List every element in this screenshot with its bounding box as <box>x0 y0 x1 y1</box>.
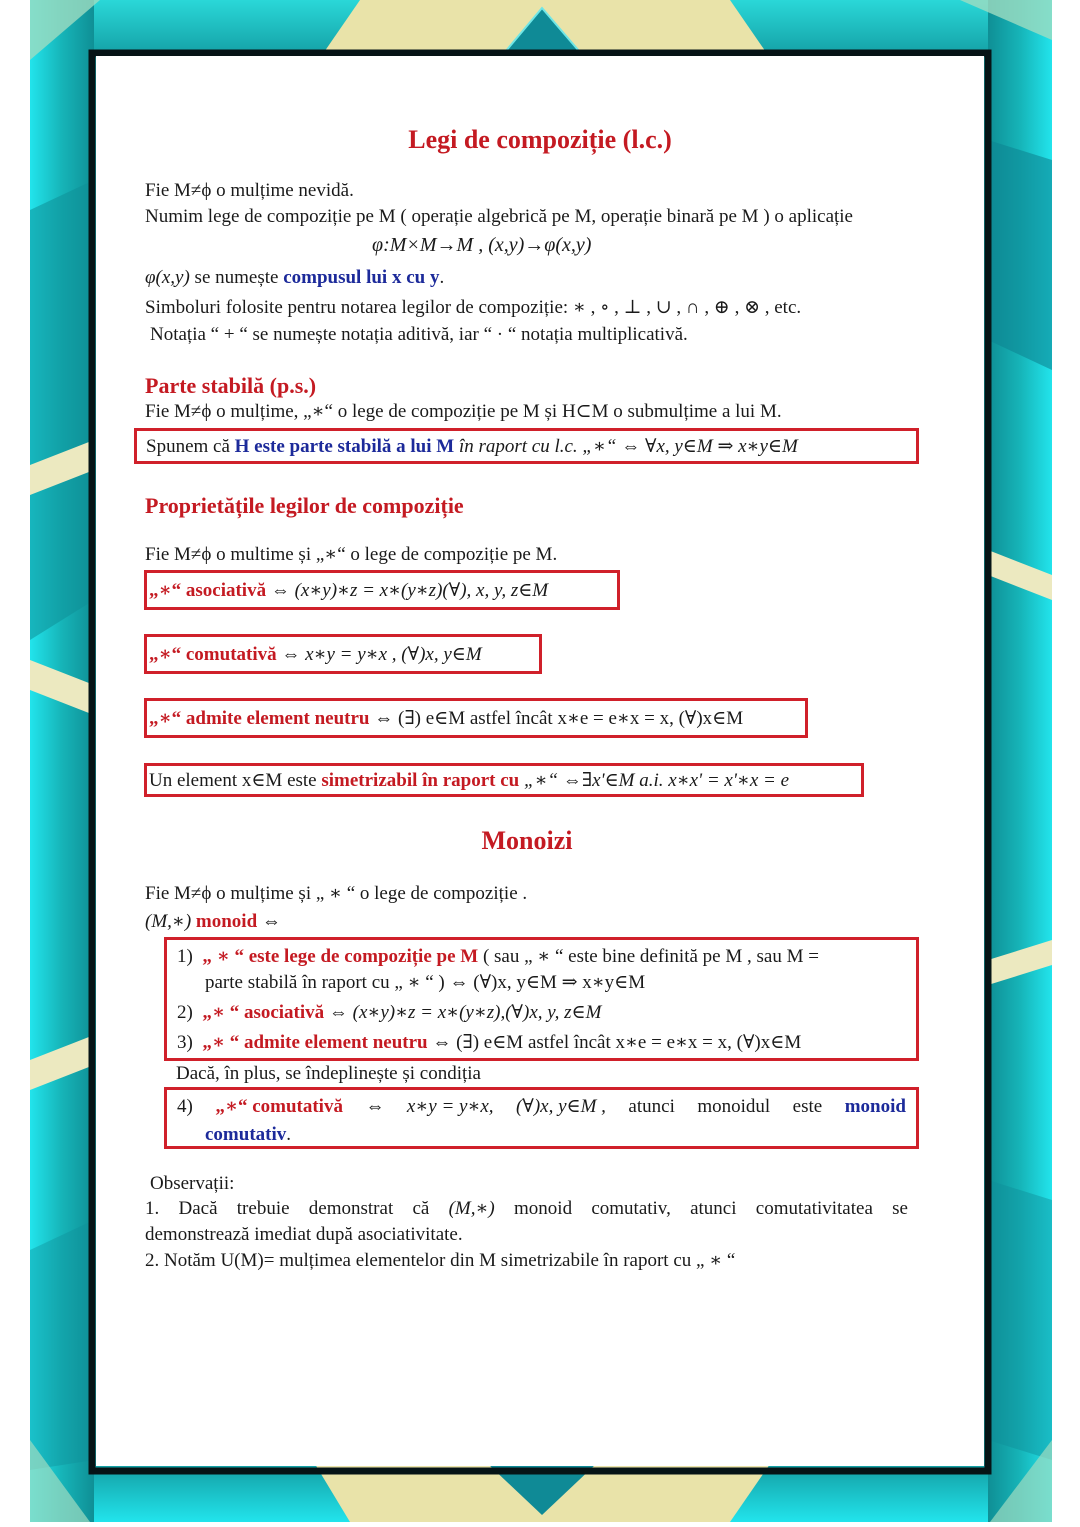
word: că <box>412 1198 430 1219</box>
stable-part-intro: Fie M≠ϕ o mulțime, „∗“ o lege de compoziție pe M și H⊂M o submulțime a lui M. <box>145 401 782 422</box>
associative-definition <box>149 579 548 603</box>
monoid-notation: (M,∗) <box>145 911 192 932</box>
document-page <box>96 56 984 1466</box>
condition-1-line-2: parte stabilă în raport cu „ ∗ “ ) ⇔ (∀)x, y∈M ⇒ x∗y∈M <box>205 972 646 993</box>
properties-intro: Fie M≠ϕ o multime și „∗“ o lege de compoziție pe M. <box>145 544 558 565</box>
intro-line-3 <box>145 266 444 290</box>
comutativ-term: comutativ <box>205 1124 287 1145</box>
symbols-line: Simboluri folosite pentru notarea legilor de compoziție: ∗ , ∘ , ⊥ , ∪ , ∩ , ⊕ , ⊗ , etc. <box>145 297 802 318</box>
intro-formula: φ:M×M→M , (x,y)→φ(x,y) <box>372 234 592 256</box>
commutative-box <box>144 634 542 674</box>
commutative-formula: x∗y = y∗x, <box>406 1096 494 1117</box>
condition-2-formula: ⇔ (x∗y)∗z = x∗(y∗z),(∀)x, y, z∈M <box>324 1002 602 1023</box>
neutral-formula: ⇔ (∃) e∈M astfel încât x∗e = e∗x = x, (∀)x∈M <box>369 708 744 729</box>
equivalence-arrow: ⇔ <box>365 1096 385 1117</box>
word: este <box>792 1096 823 1117</box>
symmetric-prefix: Un element x∈M este <box>149 770 322 791</box>
condition-2 <box>177 1001 601 1025</box>
monoid-definition-header <box>145 910 281 934</box>
stable-part-definition <box>146 435 798 459</box>
observation-1-line-1 <box>145 1197 908 1221</box>
condition-4-line-2 <box>205 1123 291 1147</box>
equivalence-arrow: ⇔ <box>261 911 281 932</box>
condition-1-label: „ ∗ “ este lege de compoziție pe M <box>202 946 479 967</box>
symmetric-element-box <box>144 763 864 797</box>
condition-1-text: ( sau „ ∗ “ este bine definită pe M , sau M = <box>478 946 819 967</box>
monoids-intro: Fie M≠ϕ o mulțime și „ ∗ “ o lege de compoziție . <box>145 883 528 904</box>
extra-condition-intro: Dacă, în plus, se îndeplinește și condiția <box>176 1063 481 1084</box>
word: monoid <box>514 1198 573 1219</box>
compusul-term: compusul lui x cu y <box>283 267 440 288</box>
word: monoidul <box>697 1096 771 1117</box>
condition-2-label: „∗ “ asociativă <box>202 1002 325 1023</box>
observations-heading: Observații: <box>150 1173 235 1194</box>
definition-term: H este parte stabilă a lui M <box>234 436 455 457</box>
condition-number: 2) <box>177 1002 193 1023</box>
condition-3-formula: ⇔ (∃) e∈M astfel încât x∗e = e∗x = x, (∀)x∈M <box>427 1032 802 1053</box>
commutative-formula: ⇔ x∗y = y∗x , (∀)x, y∈M <box>276 644 482 665</box>
word: comutativ, <box>591 1198 671 1219</box>
neutral-element-box <box>144 698 808 738</box>
period: . <box>439 267 445 288</box>
condition-number: 4) <box>177 1096 193 1117</box>
notation-line: Notația “ + “ se numește notația aditivă, iar “ · “ notația multiplicativă. <box>150 324 688 345</box>
intro-line-1: Fie M≠ϕ o mulțime nevidă. <box>145 180 354 201</box>
monoid-conditions-box <box>164 937 919 1061</box>
heading-monoids: Monoizi <box>481 826 573 855</box>
definition-formula: în raport cu l.c. „∗“ ⇔ ∀x, y∈M ⇒ x∗y∈M <box>454 436 798 457</box>
word: comutativitatea <box>755 1198 873 1219</box>
word: se <box>892 1198 908 1219</box>
page-title: Legi de compoziție (l.c.) <box>408 125 672 154</box>
word: demonstrat <box>308 1198 394 1219</box>
intro-line-3-text: se numește <box>189 267 284 288</box>
monoid-term: monoid <box>844 1096 906 1117</box>
neutral-label: „∗“ admite element neutru <box>149 708 370 729</box>
observation-1-line-2: demonstrează imediat după asociativitate. <box>145 1224 463 1245</box>
condition-number: 1) <box>177 946 193 967</box>
condition-3-label: „∗ “ admite element neutru <box>202 1032 428 1053</box>
stable-part-definition-box <box>134 428 919 464</box>
commutative-label: „∗“ comutativă <box>149 644 277 665</box>
word: atunci <box>690 1198 737 1219</box>
condition-number: 3) <box>177 1032 193 1053</box>
commutative-monoid-box <box>164 1087 919 1149</box>
condition-4-label: „∗“ comutativă <box>215 1096 343 1117</box>
associative-formula: ⇔ (x∗y)∗z = x∗(y∗z)(∀), x, y, z∈M <box>266 580 549 601</box>
condition-1-line-1 <box>177 945 819 969</box>
observation-2: 2. Notăm U(M)= mulțimea elementelor din M simetrizabile în raport cu „ ∗ “ <box>145 1250 736 1271</box>
word: 1. <box>145 1198 160 1219</box>
symmetric-element-definition <box>149 769 789 793</box>
condition-3 <box>177 1031 801 1055</box>
symmetric-label: simetrizabil în raport cu <box>321 770 520 791</box>
word: atunci <box>628 1096 675 1117</box>
monoid-label: monoid <box>191 911 262 932</box>
monoid-notation: (M,∗) <box>448 1198 495 1219</box>
condition-4-line-1 <box>177 1095 906 1119</box>
heading-properties: Proprietățile legilor de compoziție <box>145 493 464 518</box>
associative-box <box>144 570 620 610</box>
word: Dacă <box>178 1198 218 1219</box>
associative-label: „∗“ asociativă <box>149 580 267 601</box>
symmetric-formula: „∗“ ⇔∃x'∈M a.i. x∗x' = x'∗x = e <box>519 770 790 791</box>
period: . <box>286 1124 292 1145</box>
intro-line-2: Numim lege de compoziție pe M ( operație algebrică pe M, operație binară pe M ) o aplicație <box>145 206 853 227</box>
commutative-definition <box>149 643 482 667</box>
definition-prefix: Spunem că <box>146 436 235 457</box>
phi-expression: φ(x,y) <box>145 267 190 288</box>
word: trebuie <box>236 1198 290 1219</box>
heading-stable-part: Parte stabilă (p.s.) <box>145 373 317 398</box>
neutral-element-definition <box>149 707 743 731</box>
quantifier: (∀)x, y∈M , <box>516 1096 606 1117</box>
